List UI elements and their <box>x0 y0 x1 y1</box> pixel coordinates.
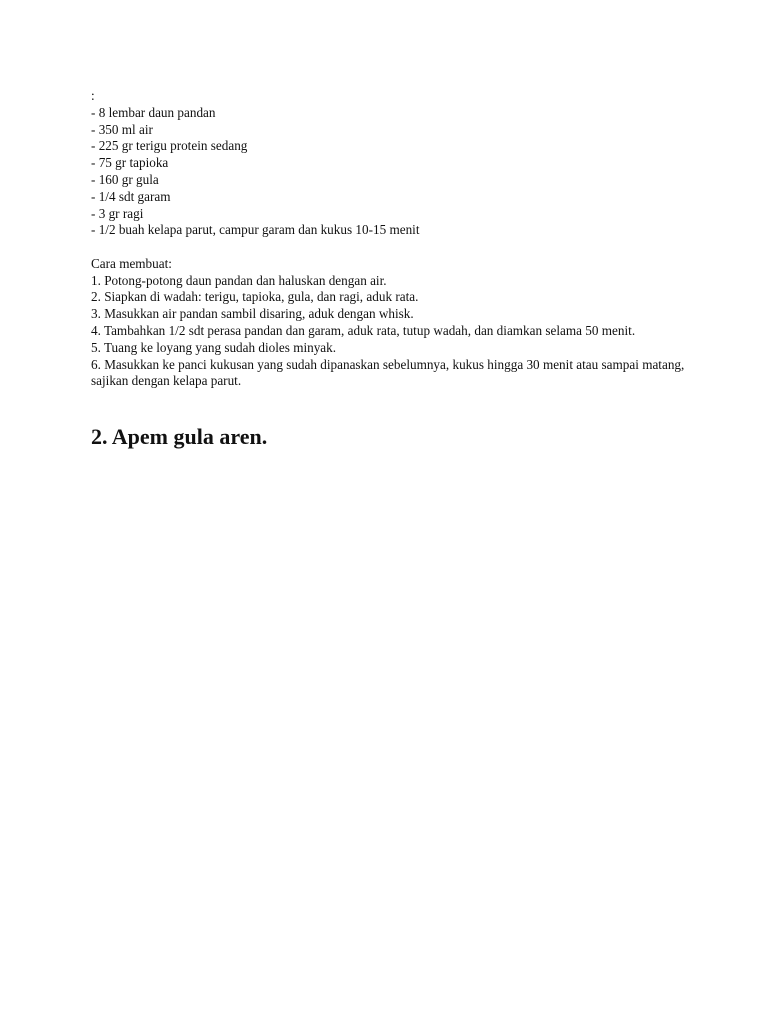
ingredients-list <box>91 88 691 239</box>
method-title: Cara membuat: <box>91 255 172 271</box>
ingredient-item: - 350 ml air <box>91 121 153 137</box>
ingredient-item: - 225 gr terigu protein sedang <box>91 138 248 154</box>
ingredient-item: - 8 lembar daun pandan <box>91 104 216 120</box>
paragraph-gap <box>91 239 691 256</box>
section-heading: 2. Apem gula aren. <box>91 424 268 449</box>
ingredient-item: - 3 gr ragi <box>91 205 144 221</box>
ingredients-lead: : <box>91 88 95 103</box>
ingredient-item: - 1/2 buah kelapa parut, campur garam dan kukus 10-15 menit <box>91 222 420 238</box>
method-section <box>91 256 691 390</box>
document-page <box>91 88 691 449</box>
ingredient-item: - 160 gr gula <box>91 171 159 187</box>
ingredient-item: - 1/4 sdt garam <box>91 188 171 204</box>
method-step: 5. Tuang ke loyang yang sudah dioles minyak. <box>91 339 337 355</box>
method-step: 4. Tambahkan 1/2 sdt perasa pandan dan garam, aduk rata, tutup wadah, dan diamkan selama 50 menit. <box>91 322 636 338</box>
method-step: 1. Potong-potong daun pandan dan haluskan dengan air. <box>91 272 387 288</box>
ingredient-item: - 75 gr tapioka <box>91 155 169 171</box>
method-step: 6. Masukkan ke panci kukusan yang sudah dipanaskan sebelumnya, kukus hingga 30 menit atau sampai matang, sajikan dengan kelapa parut. <box>91 356 688 389</box>
method-step: 2. Siapkan di wadah: terigu, tapioka, gula, dan ragi, aduk rata. <box>91 289 419 305</box>
method-step: 3. Masukkan air pandan sambil disaring, aduk dengan whisk. <box>91 306 414 322</box>
